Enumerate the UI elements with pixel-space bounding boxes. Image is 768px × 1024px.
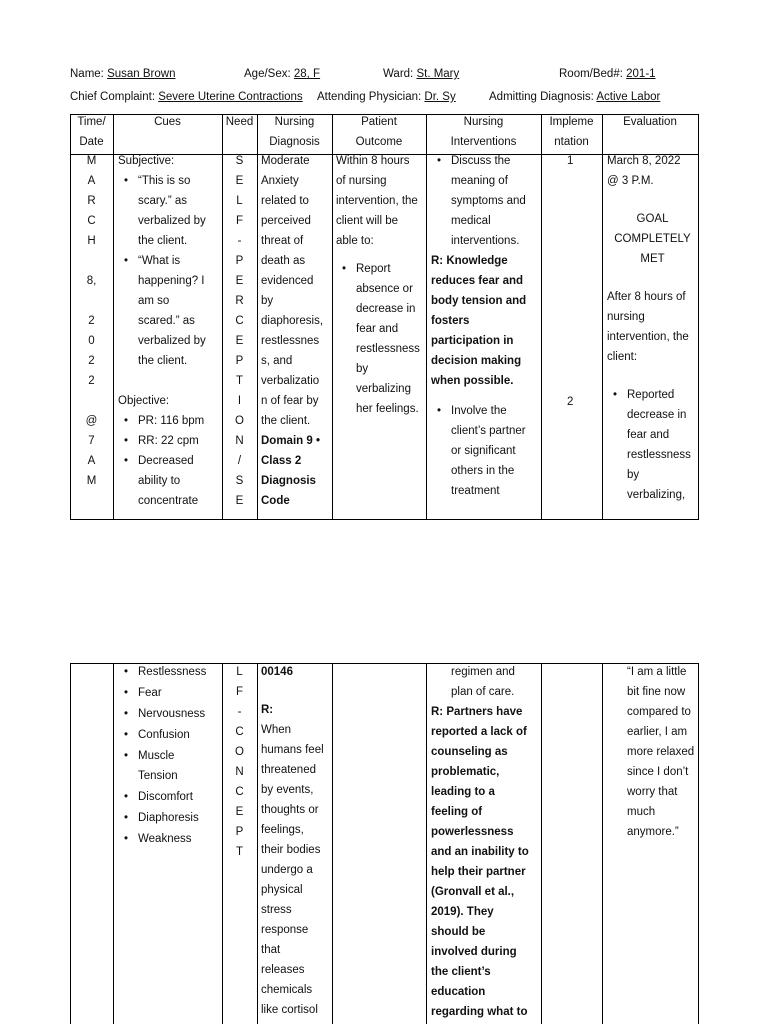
phys-value: Dr. Sy [424,91,456,103]
need-vertical-text-cont [222,662,257,862]
bullet-line: decrease in [356,303,416,315]
bullet-line: restlessness [356,343,420,355]
bullet-line: her feelings. [356,403,419,415]
bullet-line: • PR: 116 bpm [138,415,205,427]
date-letter: 2 [88,315,95,327]
agesex-label: Age/Sex: [244,68,291,80]
date-letter: M [86,475,97,487]
date-letter: R [87,195,96,207]
bullet-line: others in the [451,465,515,477]
diagnosis-code-line: Diagnosis [261,475,316,487]
need-letter: P [235,826,244,838]
outcome-line: able to: [336,235,374,247]
objective-label: Objective: [118,395,170,407]
date-letter: 7 [88,435,95,447]
date-letter: 2 [88,375,95,387]
need-letter: S [235,155,244,167]
evaluation-quote-line: anymore.” [627,826,679,838]
evaluation-list [607,385,698,505]
cc-value: Severe Uterine Contractions [158,91,303,103]
diagnosis-line: Anxiety [261,175,299,187]
rationale-line: R: Partners have [431,706,523,718]
rationale-text-line: humans feel [261,744,324,756]
bullet-line: verbalized by [138,215,206,227]
col-implementation: Impleme ntation [549,116,594,148]
diagnosis-line: threat of [261,235,304,247]
interventions-list [431,151,541,251]
bullet-line: scared.” as [138,315,195,327]
date-vertical-text [70,151,113,491]
cue-item [118,787,222,807]
bullet-line: the client. [138,355,188,367]
col-cues: Cues [154,116,181,128]
date-letter: @ [85,415,98,427]
evaluation-text-line: client: [607,351,638,363]
evaluation-goal-line: GOAL [636,213,669,225]
rationale-text-line: that [261,944,281,956]
bullet-line: happening? I [138,275,205,287]
room-bed [559,68,656,80]
rationale-line: problematic, [431,766,500,778]
diagnosis-code: 00146 [261,666,293,678]
diagnosis-line: evidenced [261,275,314,287]
outcome-list [336,259,426,419]
bullet-line: meaning of [451,175,508,187]
phys-label: Attending Physician: [317,91,422,103]
objective-item [118,451,222,511]
evaluation-quote-line: compared to [627,706,691,718]
need-letter: N [235,766,244,778]
need-letter: C [235,726,244,738]
evaluation-cell [607,151,698,505]
rationale-line: fosters [431,315,470,327]
subjective-list [118,171,222,371]
bullet-line: verbalized by [138,335,206,347]
cue-item [118,704,222,724]
admitting-diagnosis [489,91,660,103]
col-patient-outcome: Patient Outcome [355,116,403,148]
rationale-line: body tension and [431,295,527,307]
evaluation-item [607,385,698,505]
cues-list-cont [118,662,222,849]
bullet-line: by [627,469,640,481]
diagnosis-line: the client. [261,415,311,427]
room-label: Room/Bed#: [559,68,623,80]
diagnosis-line: verbalizatio [261,375,320,387]
outcome-line: Within 8 hours [336,155,410,167]
cue-text: • Diaphoresis [138,812,199,824]
need-letter: O [235,415,244,427]
need-letter: C [235,315,244,327]
evaluation-quote-line: since I don’t [627,766,689,778]
cc-label: Chief Complaint: [70,91,156,103]
rationale-text-line: by events, [261,784,314,796]
rationale-line: leading to a [431,786,495,798]
need-letter: N [235,435,244,447]
bullet-line: • Report [356,263,391,275]
evaluation-quote-line: bit fine now [627,686,686,698]
bullet-line: • “This is so [138,175,191,187]
chief-complaint [70,91,303,103]
nursing-diagnosis-cell [261,151,332,511]
rationale-text-line: releases [261,964,305,976]
need-letter: - [237,706,242,718]
intervention-item [431,401,541,501]
bullet-line: fear and [356,323,399,335]
subjective-label: Subjective: [118,155,175,167]
date-letter: A [87,175,96,187]
patient-name [70,68,175,80]
need-letter: E [235,495,244,507]
rationale-text-line: thoughts or [261,804,319,816]
bullet-line: symptoms and [451,195,526,207]
need-letter: - [237,235,242,247]
rationale-line: help their partner [431,866,526,878]
cue-text: Tension [138,770,178,782]
cue-item [118,746,222,786]
diagnosis-code-line: Domain 9 • [261,435,320,447]
bullet-line: fear and [627,429,670,441]
subjective-item [118,171,222,251]
diagnosis-line: n of fear by [261,395,319,407]
cue-text: • Muscle [138,750,175,762]
diagnosis-line: related to [261,195,309,207]
rationale-text-line: their bodies [261,844,321,856]
rationale-line: (Gronvall et al., [431,886,515,898]
cue-item [118,725,222,745]
bullet-line: or significant [451,445,516,457]
date-letter [70,391,113,411]
evaluation-quote-line: more relaxed [627,746,695,758]
bullet-line: scary.” as [138,195,187,207]
date-letter: 8, [86,275,97,287]
rationale-text-line: stress [261,904,292,916]
subjective-item [118,251,222,371]
interventions-cell-cont [431,662,541,1022]
need-letter: E [235,175,244,187]
rationale-text-line: When [261,724,292,736]
date-letter: H [87,235,96,247]
bullet-line: absence or [356,283,413,295]
date-letter: A [87,455,96,467]
rationale-line: when possible. [431,375,514,387]
need-letter: E [235,806,244,818]
need-letter: F [235,215,244,227]
need-letter: P [235,355,244,367]
bullet-line: • Discuss the [451,155,511,167]
outcome-line: intervention, the [336,195,418,207]
diagnosis-line: Moderate [261,155,310,167]
dx-value: Active Labor [596,91,661,103]
ward-label: Ward: [383,68,414,80]
rationale-line: powerlessness [431,826,514,838]
evaluation-goal-line: COMPLETELY [614,233,691,245]
cue-item [118,829,222,849]
cue-text: • Restlessness [138,666,207,678]
cue-text: • Confusion [138,729,190,741]
evaluation-text-line: nursing [607,311,645,323]
rationale-line: reduces fear and [431,275,524,287]
evaluation-date-line: @ 3 P.M. [607,175,654,187]
interventions-list [431,401,541,501]
diagnosis-line: death as [261,255,306,267]
rationale-line: counseling as [431,746,508,758]
bullet-line: verbalizing [356,383,411,395]
rationale-line: the client’s [431,966,491,978]
outcome-line: of nursing [336,175,387,187]
col-evaluation: Evaluation [623,116,677,128]
implementation-2: 2 [567,396,574,408]
intervention-item [431,151,541,251]
need-vertical-text [222,151,257,511]
bullet-line: client’s partner [451,425,526,437]
nursing-diagnosis-cell-cont [261,662,332,1020]
bullet-line: the client. [138,235,188,247]
diagnosis-line: s, and [261,355,293,367]
diagnosis-code-line: Code [261,495,290,507]
need-letter: C [235,786,244,798]
rationale-text-line: response [261,924,309,936]
need-letter: T [235,375,244,387]
need-letter: P [235,255,244,267]
outcome-line: client will be [336,215,398,227]
bullet-line: interventions. [451,235,520,247]
date-letter: 0 [88,335,95,347]
agesex-value: 28, F [293,68,321,80]
evaluation-date-line: March 8, 2022 [607,155,681,167]
bullet-line: am so [138,295,170,307]
rationale-line: 2019). They [431,906,494,918]
bullet-line: • RR: 22 cpm [138,435,199,447]
rationale-line: R: Knowledge [431,255,508,267]
bullet-line: verbalizing, [627,489,686,501]
rationale-text-line: feelings, [261,824,304,836]
bullet-line: ability to [138,475,181,487]
need-letter: O [235,746,244,758]
date-letter: 2 [88,355,95,367]
cue-text: • Discomfort [138,791,193,803]
rationale-line: participation in [431,335,514,347]
need-letter: E [235,335,244,347]
outcome-item [336,259,426,419]
diagnosis-code-line: Class 2 [261,455,302,467]
bullet-line: restlessness [627,449,691,461]
cue-item [118,683,222,703]
rationale-line: regarding what to [431,1006,528,1018]
cue-text: • Nervousness [138,708,206,720]
ward-value: St. Mary [416,68,460,80]
need-letter: I [237,395,242,407]
rationale-line: decision making [431,355,522,367]
bullet-line: treatment [451,485,500,497]
name-label: Name: [70,68,104,80]
rationale-text-line: physical [261,884,303,896]
rationale-text-line: threatened [261,764,316,776]
need-letter: T [235,846,244,858]
bullet-line: medical [451,215,491,227]
col-need: Need [225,116,254,128]
bullet-line: • “What is [138,255,181,267]
rationale-text-line: chemicals [261,984,313,996]
bullet-line: by [356,363,369,375]
diagnosis-line: diaphoresis, [261,315,324,327]
evaluation-text-line: After 8 hours of [607,291,686,303]
cues-cell [118,151,222,511]
cue-text: • Weakness [138,833,192,845]
objective-list [118,411,222,511]
evaluation-goal-line: MET [640,253,665,265]
rationale-text-line: like cortisol [261,1004,318,1016]
intervention-cont-line: plan of care. [451,686,515,698]
diagnosis-line: perceived [261,215,311,227]
need-letter: R [235,295,244,307]
evaluation-quote-line: worry that [627,786,678,798]
name-value: Susan Brown [107,68,176,80]
ward [383,68,459,80]
bullet-line: • Decreased [138,455,194,467]
evaluation-text-line: intervention, the [607,331,689,343]
intervention-cont-line: regimen and [451,666,515,678]
rationale-line: and an inability to [431,846,529,858]
need-letter: L [236,195,243,207]
rationale-line: reported a lack of [431,726,527,738]
rationale-label: R: [261,704,274,716]
date-letter: M [86,155,97,167]
room-value: 201-1 [626,68,656,80]
bullet-line: concentrate [138,495,199,507]
cue-item [118,662,222,682]
interventions-cell [431,151,541,501]
evaluation-cell-cont [607,662,698,842]
date-letter: C [87,215,96,227]
diagnosis-line: restlessnes [261,335,320,347]
rationale-line: involved during [431,946,517,958]
patient-outcome-cell [336,151,426,419]
dx-label: Admitting Diagnosis: [489,91,594,103]
bullet-line: • Involve the [451,405,507,417]
evaluation-quote-line: much [627,806,656,818]
diagnosis-line: by [261,295,274,307]
need-letter: S [235,475,244,487]
rationale-line: feeling of [431,806,483,818]
cue-item [118,808,222,828]
age-sex [244,68,320,80]
date-letter [70,251,113,271]
bullet-line: decrease in [627,409,687,421]
need-letter: F [235,686,244,698]
cue-text: • Fear [138,687,162,699]
attending-physician [317,91,456,103]
evaluation-quote-line: “I am a little [627,666,687,678]
bullet-line: • Reported [627,389,675,401]
col-time-date: Time/ Date [77,116,106,148]
col-nursing-diagnosis: Nursing Diagnosis [269,116,320,148]
rationale-line: should be [431,926,486,938]
objective-item [118,431,222,451]
col-nursing-interventions: Nursing Interventions [450,116,517,148]
rationale-line: education [431,986,486,998]
need-letter: L [236,666,243,678]
date-letter [70,291,113,311]
objective-item [118,411,222,431]
evaluation-quote-line: earlier, I am [627,726,688,738]
implementation-1: 1 [567,155,574,167]
rationale-text-line: undergo a [261,864,313,876]
need-letter: / [237,455,242,467]
cues-cell-cont [118,662,222,850]
need-letter: E [235,275,244,287]
